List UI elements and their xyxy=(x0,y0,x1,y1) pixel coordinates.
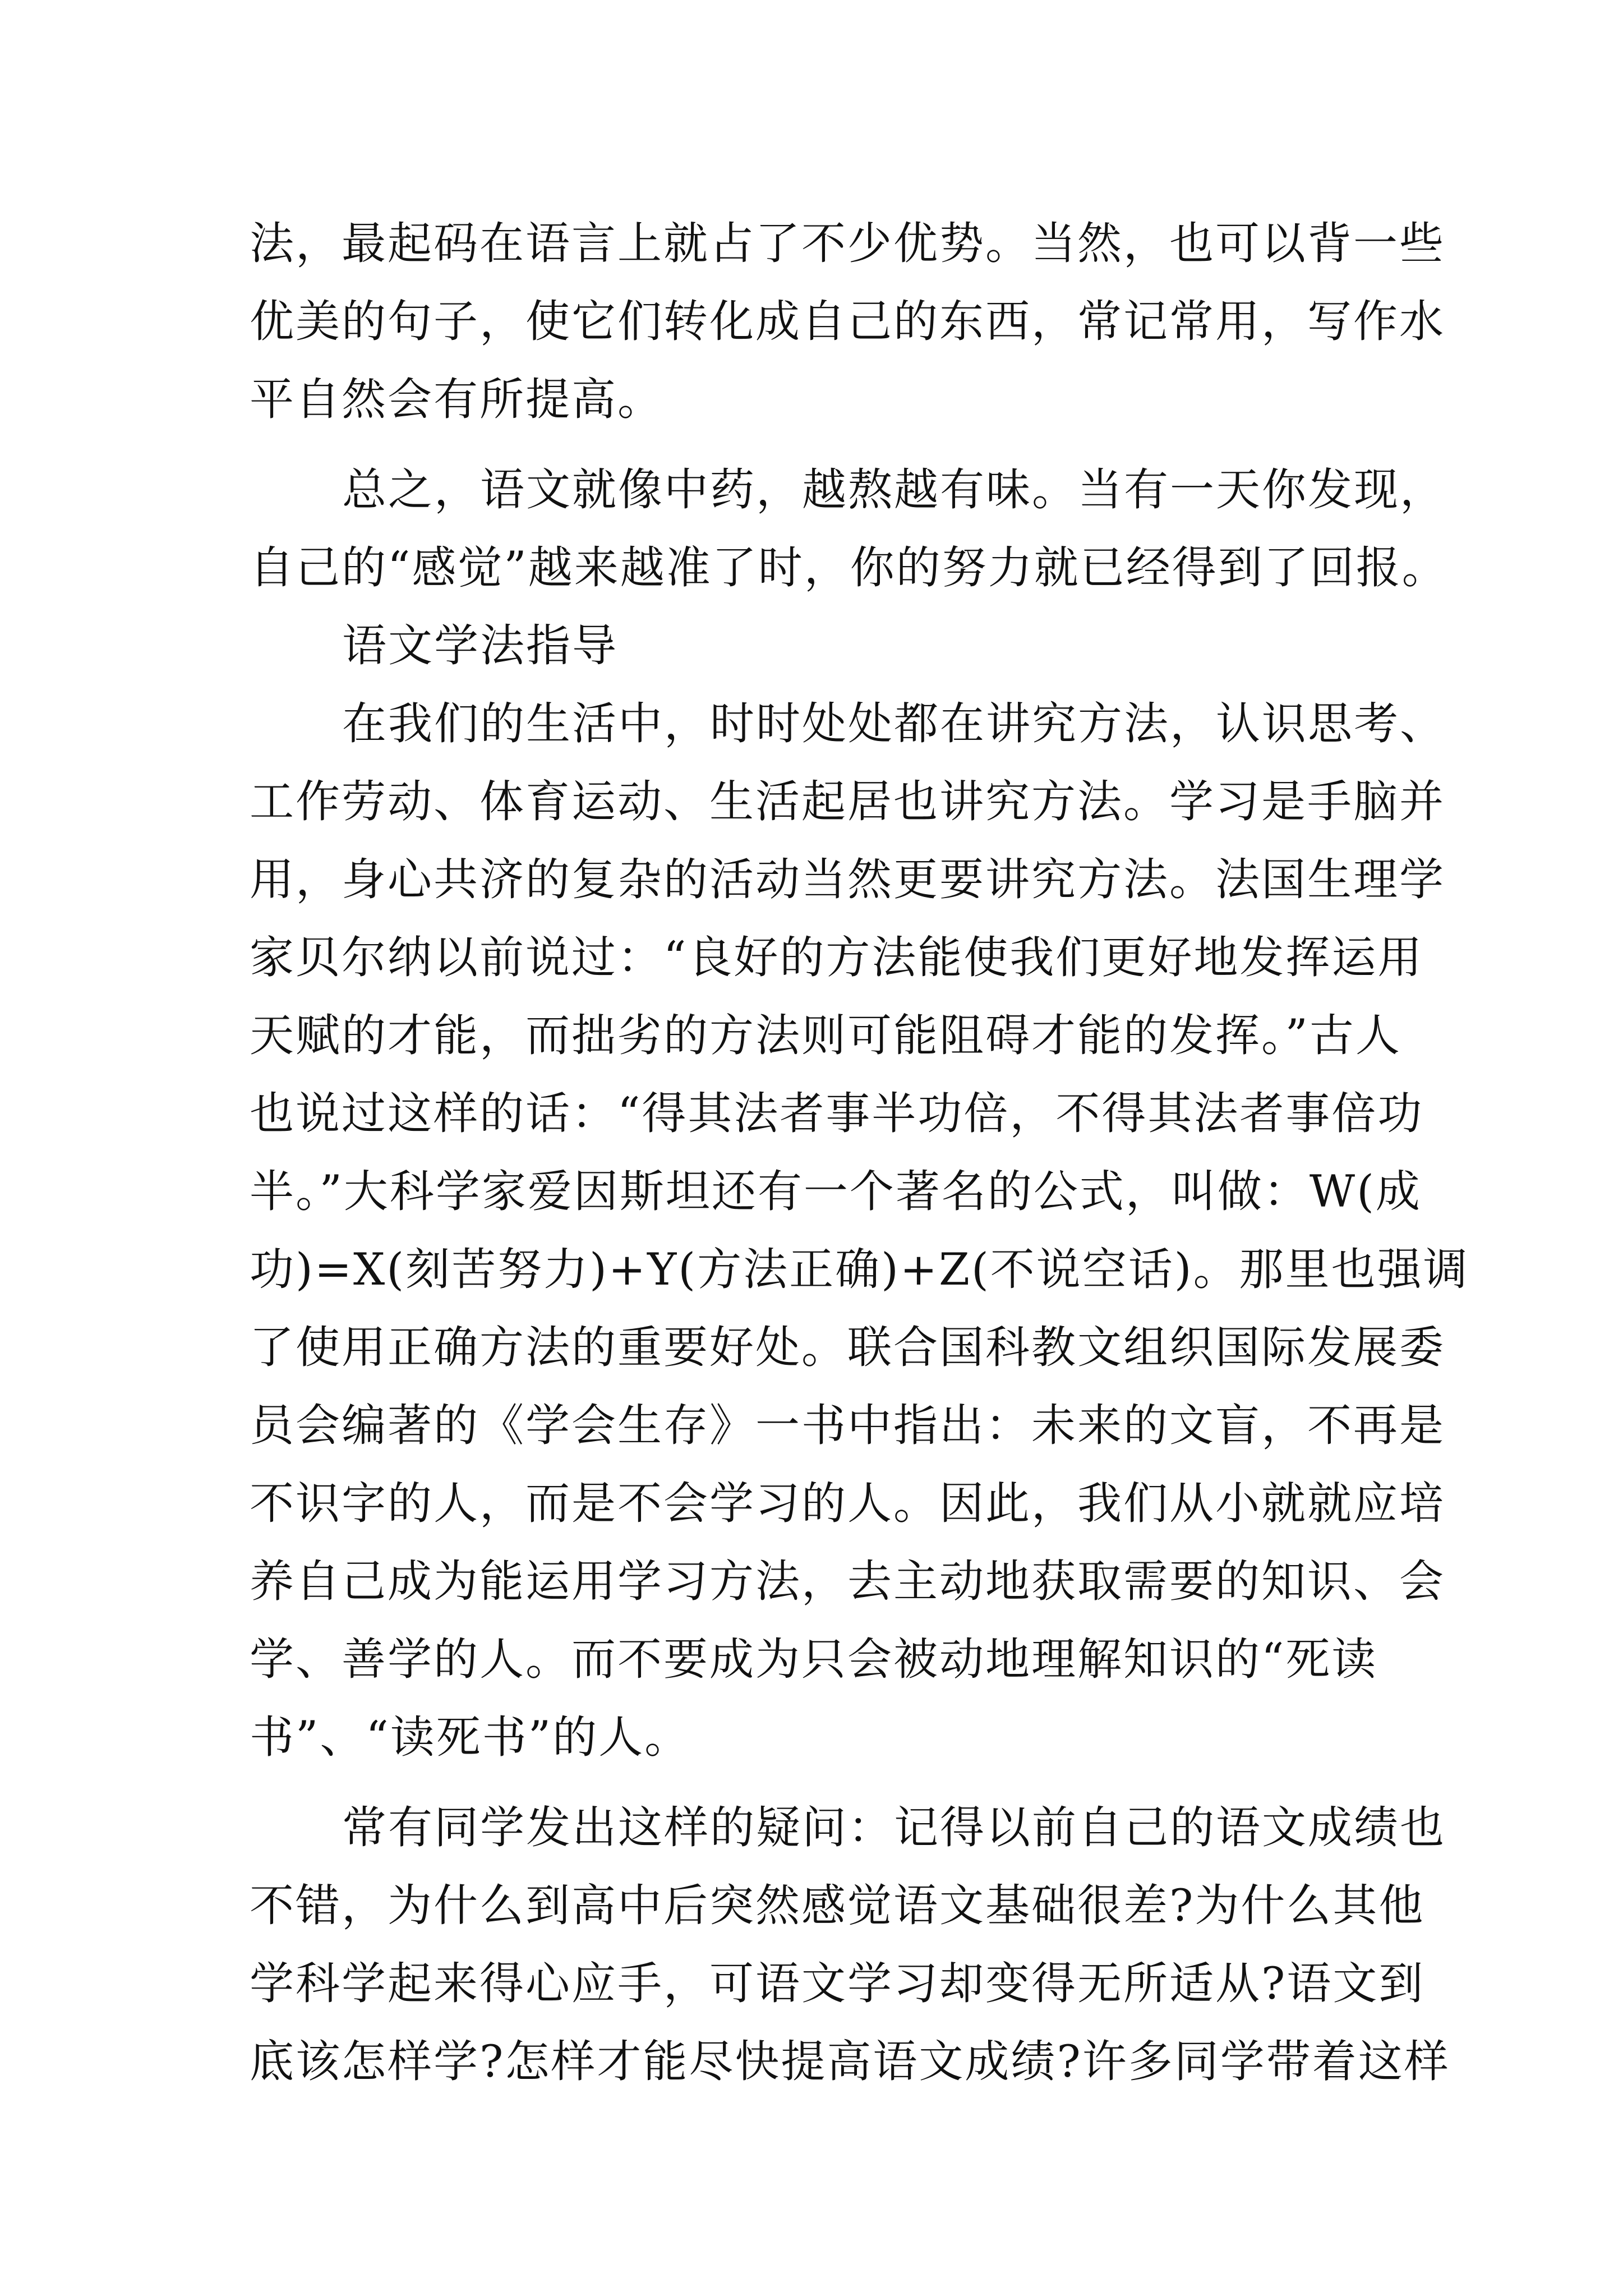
text-line: 学、善学的人。而不要成为只会被动地理解知识的“死读 xyxy=(250,1634,1378,1685)
document-body xyxy=(250,205,1469,2101)
text-line: 功)=X(刻苦努力)+Y(方法正确)+Z(不说空话)。那里也强调 xyxy=(250,1244,1469,1295)
text-line: 养自己成为能运用学习方法，去主动地获取需要的知识、会 xyxy=(250,1556,1445,1607)
text-line: 天赋的才能，而拙劣的方法则可能阻碍才能的发挥。”古人 xyxy=(250,1010,1401,1061)
text-line: 书”、“读死书”的人。 xyxy=(250,1711,691,1763)
text-line: 工作劳动、体育运动、生活起居也讲究方法。学习是手脑并 xyxy=(250,776,1445,827)
text-line: 不识字的人，而是不会学习的人。因此，我们从小就就应培 xyxy=(250,1478,1445,1529)
text-line: 用，身心共济的复杂的活动当然更要讲究方法。法国生理学 xyxy=(250,854,1445,905)
text-line: 平自然会有所提高。 xyxy=(250,374,663,425)
text-line: 优美的句子，使它们转化成自己的东西，常记常用，写作水 xyxy=(250,296,1445,347)
text-line: 家贝尔纳以前说过：“良好的方法能使我们更好地发挥运用 xyxy=(250,932,1424,983)
text-line: 自己的“感觉”越来越准了时，你的努力就已经得到了回报。 xyxy=(250,542,1448,593)
text-line: 法，最起码在语言上就占了不少优势。当然，也可以背一些 xyxy=(250,218,1445,269)
text-line: 了使用正确方法的重要好处。联合国科教文组织国际发展委 xyxy=(250,1322,1445,1373)
text-line: 学科学起来得心应手，可语文学习却变得无所适从?语文到 xyxy=(250,1958,1425,2009)
paragraph-first-line: 总之，语文就像中药，越熬越有味。当有一天你发现， xyxy=(342,464,1446,516)
text-line: 半。”大科学家爱因斯坦还有一个著名的公式，叫做：W(成 xyxy=(250,1166,1422,1217)
text-line: 不错，为什么到高中后突然感觉语文基础很差?为什么其他 xyxy=(250,1880,1425,1931)
text-line: 也说过这样的话：“得其法者事半功倍，不得其法者事倍功 xyxy=(250,1088,1424,1139)
paragraph-first-line: 常有同学发出这样的疑问：记得以前自己的语文成绩也 xyxy=(342,1802,1446,1853)
text-line: 员会编著的《学会生存》一书中指出：未来的文盲，不再是 xyxy=(250,1400,1445,1451)
text-line: 底该怎样学?怎样才能尽快提高语文成绩?许多同学带着这样 xyxy=(250,2036,1450,2087)
paragraph-first-line: 在我们的生活中，时时处处都在讲究方法，认识思考、 xyxy=(342,698,1446,749)
section-heading: 语文学法指导 xyxy=(342,620,618,671)
